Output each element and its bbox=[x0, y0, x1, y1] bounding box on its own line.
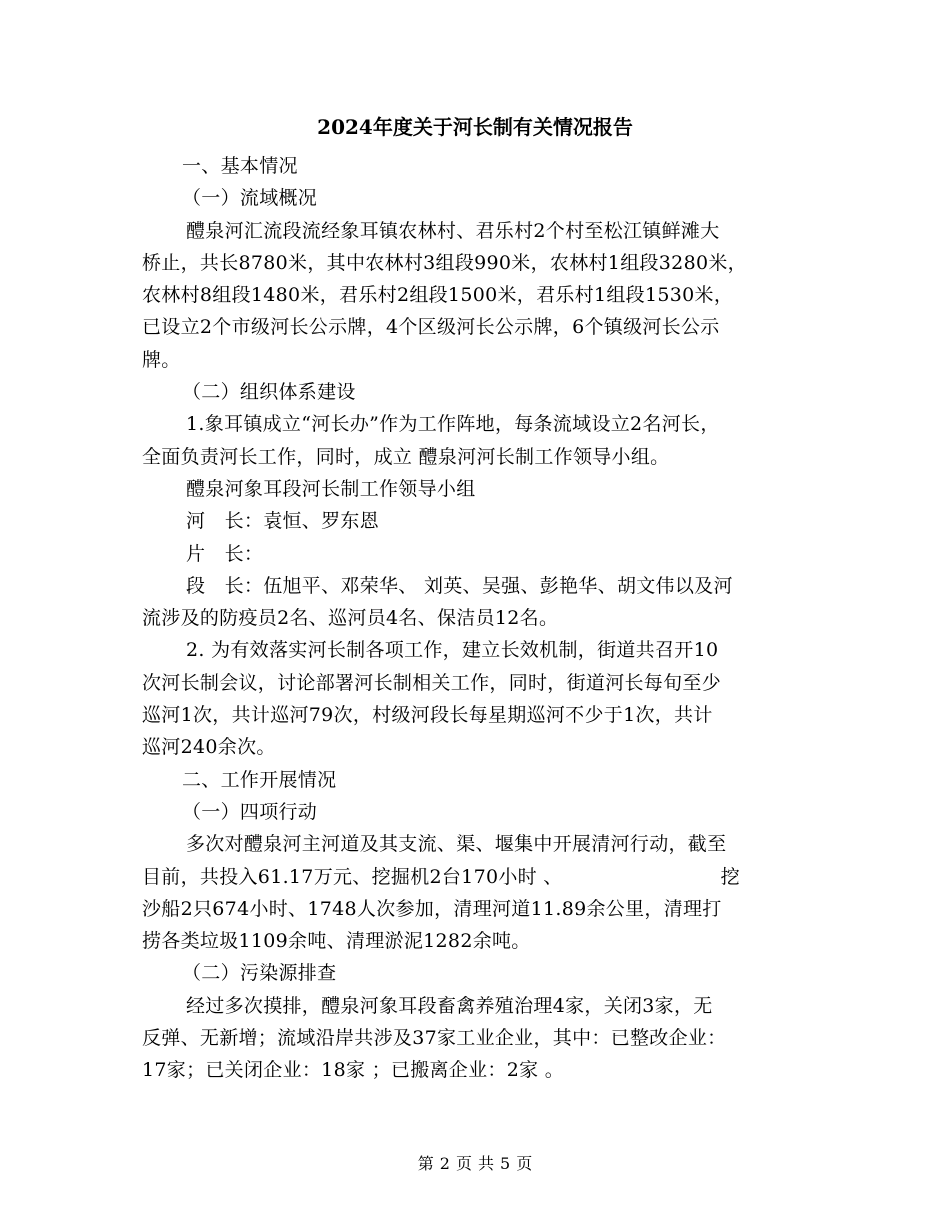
paragraph-line bbox=[142, 861, 810, 893]
paragraph-line: 1.象耳镇成立“河长办”作为工作阵地，每条流域设立2名河长， bbox=[186, 413, 720, 436]
section-chief-line: 段 长：伍旭平、邓荣华、 刘英、吴强、彭艳华、胡文伟以及河 bbox=[186, 574, 733, 597]
paragraph-line: 2. 为有效落实河长制各项工作，建立长效机制，街道共召开10 bbox=[186, 639, 719, 662]
paragraph-line: 沙船2只674小时、1748人次参加，清理河道11.89余公里，清理打 bbox=[142, 897, 722, 920]
paragraph-line: 反弹、无新增；流域沿岸共涉及37家工业企业，其中：已整改企业： bbox=[142, 1027, 727, 1050]
paragraph-line: 已设立2个市级河长公示牌，4个区级河长公示牌，6个镇级河长公示 bbox=[142, 316, 720, 339]
paragraph-line-part: 目前，共投入61.17万元、挖掘机2台170小时 、 bbox=[142, 865, 563, 888]
paragraph-line-part: 挖 bbox=[720, 865, 740, 888]
paragraph-line: 农林村8组段1480米，君乐村2组段1500米，君乐村1组段1530米， bbox=[142, 284, 734, 307]
heading-work-progress: 二、工作开展情况 bbox=[182, 768, 337, 791]
paragraph-line: 桥止，共长8780米，其中农林村3组段990米，农林村1组段3280米， bbox=[142, 251, 747, 274]
heading-basic-situation: 一、基本情况 bbox=[182, 155, 298, 177]
page-footer bbox=[0, 1152, 950, 1176]
leadership-group-title: 醴泉河象耳段河长制工作领导小组 bbox=[186, 477, 476, 500]
page-prefix: 第 bbox=[417, 1154, 434, 1173]
river-chief-line: 河 长：袁恒、罗东恩 bbox=[186, 510, 380, 533]
document-title: 2024年度关于河长制有关情况报告 bbox=[317, 115, 633, 139]
subheading-four-actions: （一）四项行动 bbox=[182, 800, 318, 823]
paragraph-line: 多次对醴泉河主河道及其支流、渠、堰集中开展清河行动，截至 bbox=[186, 833, 727, 856]
total-prefix: 共 bbox=[478, 1154, 495, 1173]
paragraph-line: 17家；已关闭企业：18家 ；已搬离企业：2家 。 bbox=[142, 1059, 565, 1082]
paragraph-line: 巡河240余次。 bbox=[142, 736, 276, 759]
subheading-pollution-survey: （二）污染源排查 bbox=[182, 962, 337, 985]
paragraph-line: 捞各类垃圾1109余吨、清理淤泥1282余吨。 bbox=[142, 930, 531, 953]
paragraph-line: 牌。 bbox=[142, 348, 181, 371]
page-number: 2 bbox=[439, 1154, 450, 1173]
page-unit: 页 bbox=[455, 1154, 472, 1173]
paragraph-line: 流涉及的防疫员2名、巡河员4名、保洁员12名。 bbox=[142, 607, 559, 630]
paragraph-line: 经过多次摸排，醴泉河象耳段畜禽养殖治理4家，关闭3家，无 bbox=[186, 994, 713, 1017]
area-chief-line: 片 长： bbox=[186, 542, 264, 565]
paragraph-line: 巡河1次，共计巡河79次，村级河段长每星期巡河不少于1次，共计 bbox=[142, 704, 713, 727]
paragraph-line: 次河长制会议，讨论部署河长制相关工作，同时，街道河长每旬至少 bbox=[142, 671, 722, 694]
paragraph-line: 醴泉河汇流段流经象耳镇农林村、君乐村2个村至松江镇鲜滩大 bbox=[186, 219, 720, 242]
total-unit: 页 bbox=[516, 1154, 533, 1173]
subheading-basin-overview: （一）流域概况 bbox=[182, 187, 318, 210]
subheading-organization: （二）组织体系建设 bbox=[182, 381, 356, 404]
total-pages: 5 bbox=[500, 1154, 511, 1173]
document-body bbox=[142, 150, 810, 1087]
paragraph-line: 全面负责河长工作，同时，成立 醴泉河河长制工作领导小组。 bbox=[142, 445, 670, 468]
